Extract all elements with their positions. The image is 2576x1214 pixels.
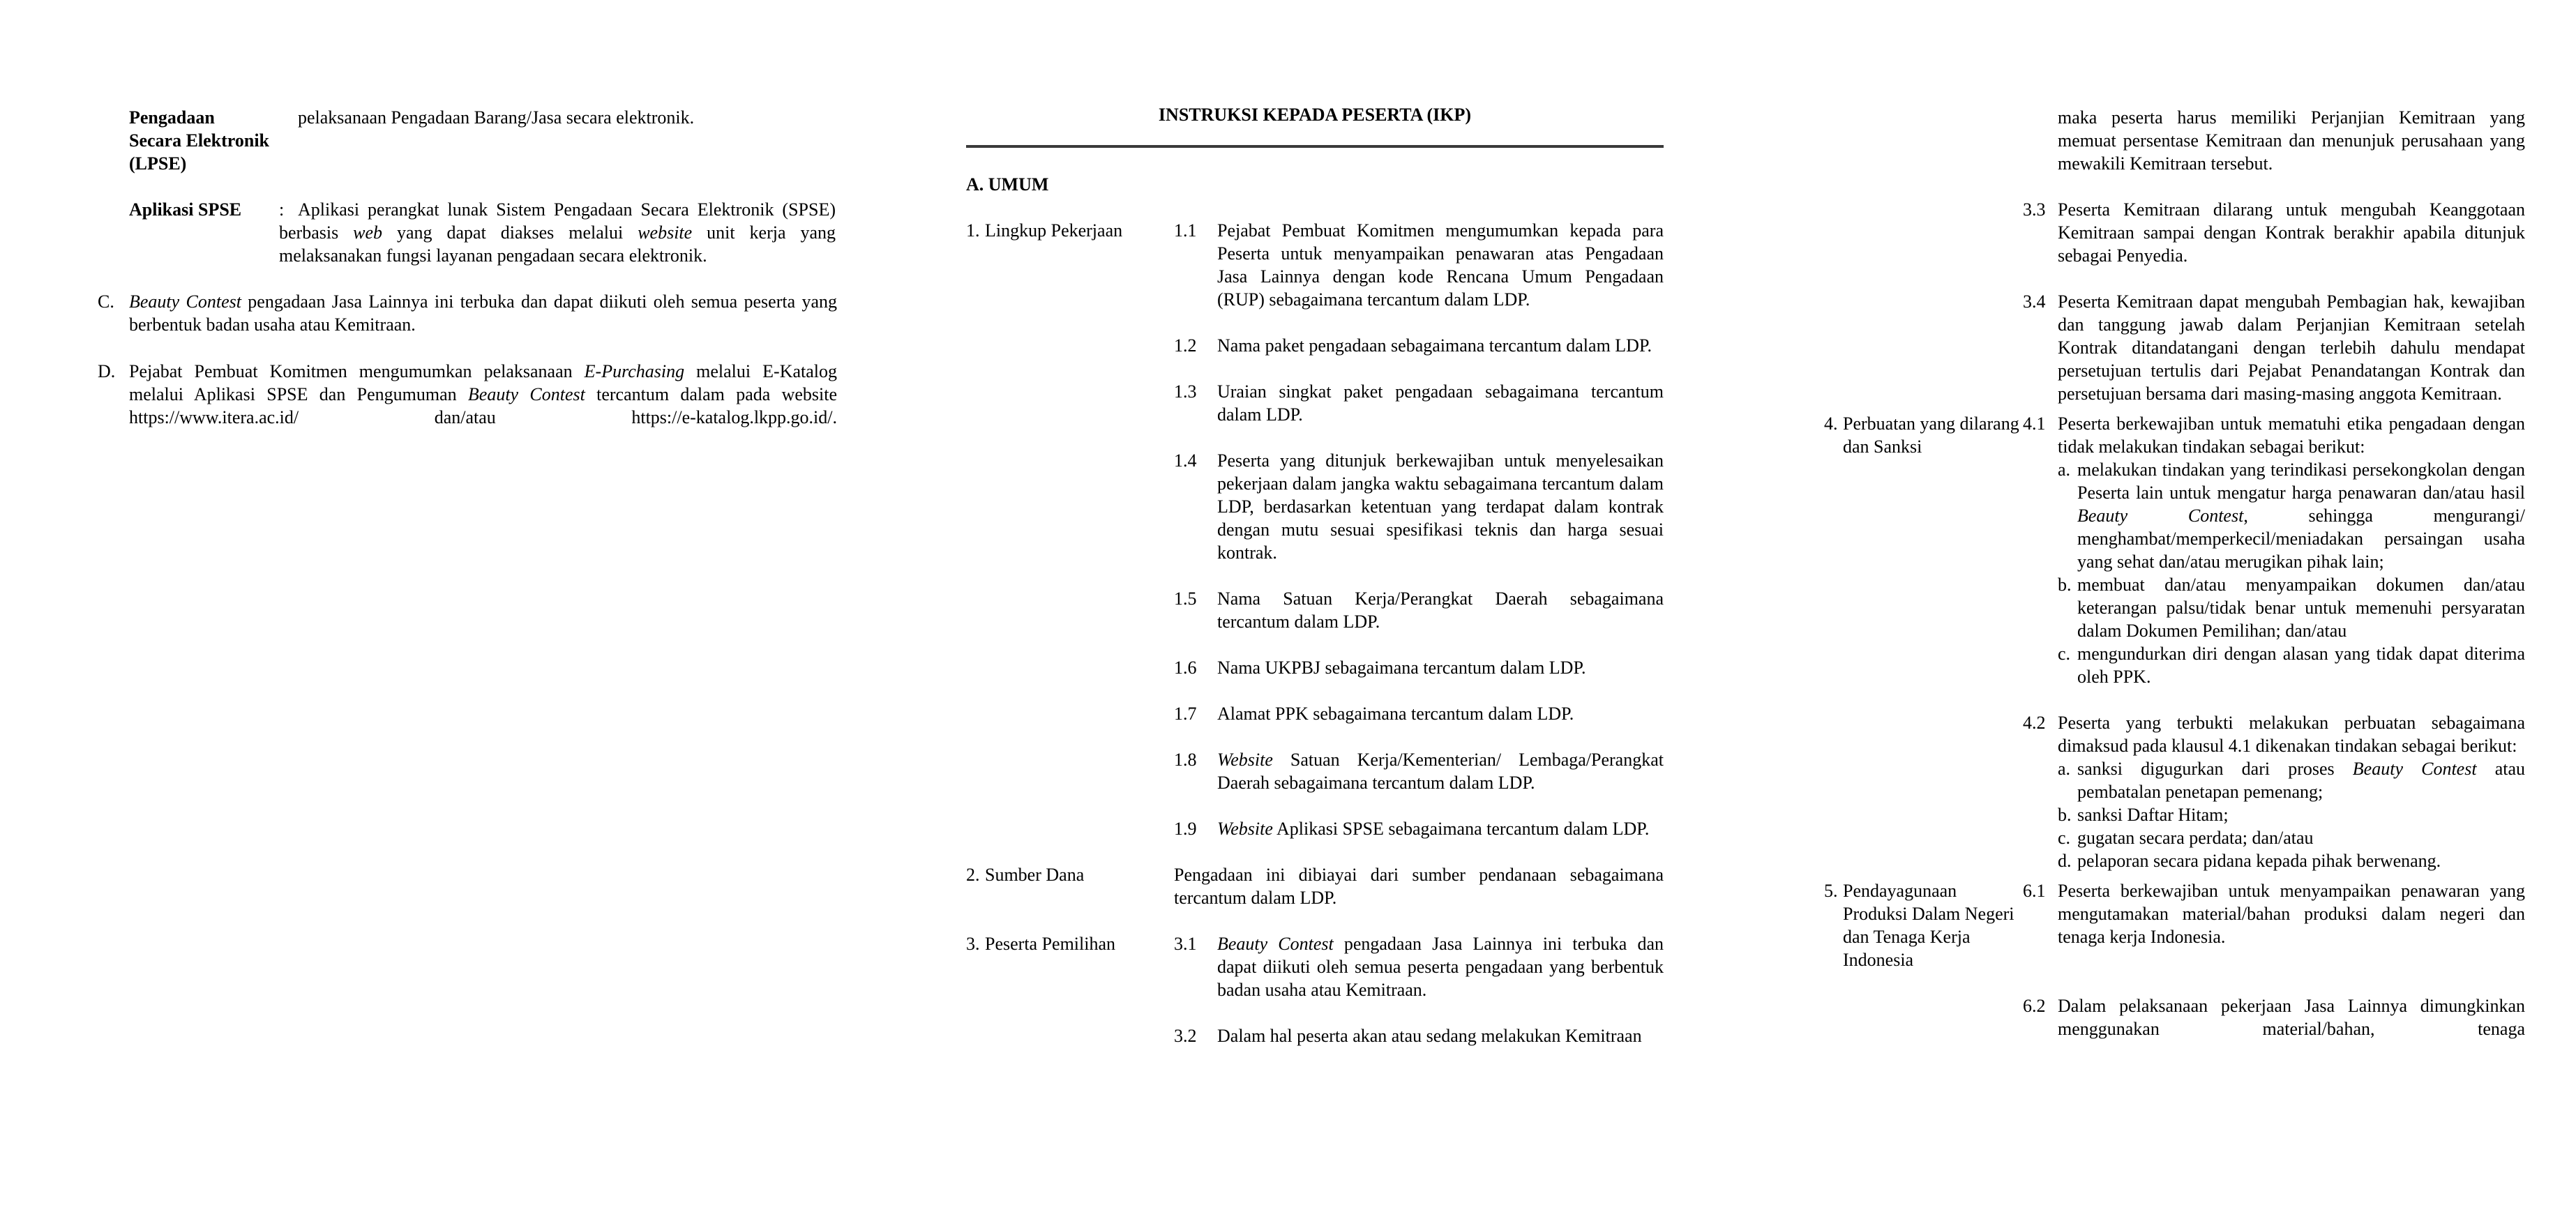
center-clause-rows [966,219,1664,1047]
row-label [966,219,1174,311]
section-heading: A. UMUM [966,174,1049,195]
clause-text [1217,219,1664,311]
text-run: Peserta berkewajiban untuk menyampaikan penawaran yang mengutamakan material/bahan produksi dalam negeri dan tenaga kerja Indonesia. [2058,881,2525,947]
definition-text [279,198,836,267]
document-title: INSTRUKSI KEPADA PESERTA (IKP) [1158,105,1472,125]
clause-row [1824,290,2543,405]
clause-paragraph [1217,656,1664,679]
definition-row [129,106,837,175]
text-run: sanksi Daftar Hitam; [2077,805,2229,825]
clause-number: 1.7 [1174,704,1197,724]
clause-row [966,449,1664,564]
clause-text [2058,198,2525,267]
definition-term-line: Aplikasi SPSE [129,199,242,220]
row-label-number: 5. [1824,881,1838,901]
row-label-text: Peserta Pemilihan [985,934,1116,954]
clause-paragraph [1217,587,1664,633]
text-run: Alamat PPK sebagaimana tercantum dalam LDP. [1217,704,1574,724]
clause-row [1824,879,2543,971]
sub-item-letter: a. [2058,460,2071,480]
text-run: yang dapat diakses melalui [382,222,638,243]
definition-row [129,198,837,267]
title-underline-rule [966,145,1664,148]
text-run: membuat dan/atau menyampaikan dokumen dan/atau keterangan palsu/tidak benar untuk memenuhi persyaratan dalam Dokumen Pemilihan; dan/atau [2077,575,2525,641]
text-run: Aplikasi SPSE sebagaimana tercantum dalam LDP. [1272,819,1650,839]
lettered-item [98,290,837,336]
sub-item [2058,573,2525,642]
sub-item [2058,458,2525,573]
text-run: melakukan tindakan yang terindikasi persekongkolan dengan Peserta lain untuk mengatur harga penawaran dan/atau hasil [2077,460,2525,503]
row-label [1824,412,2023,688]
clause-text [1217,1024,1664,1047]
clause-text [1217,334,1664,357]
clause-row [966,380,1664,426]
clause-text [2058,879,2525,971]
row-label [1824,290,2023,405]
italic-text-run: E-Purchasing [584,361,685,381]
clause-text [1217,748,1664,794]
italic-text-run: website [638,222,693,243]
clause-paragraph [1217,380,1664,426]
text-run: Nama Satuan Kerja/Perangkat Daerah sebagaimana tercantum dalam LDP. [1217,589,1664,632]
row-label [1824,106,2023,175]
clause-number: 1.5 [1174,589,1197,609]
definition-term-line: Pengadaan [129,107,215,128]
clause-paragraph [1217,932,1664,1001]
clause-row [966,863,1664,909]
clause-number: 3.4 [2023,291,2046,312]
clause-text [2058,106,2525,175]
clause-number: 1.4 [1174,450,1197,471]
clause-number: 3.3 [2023,199,2046,220]
sub-item-letter: b. [2058,805,2072,825]
clause-text [1174,863,1664,909]
clause-number: 6.2 [2023,996,2046,1016]
clause-number: 1.9 [1174,819,1197,839]
text-run: Peserta Kemitraan dapat mengubah Pembagian hak, kewajiban dan tanggung jawab dalam Perjanjian Kemitraan setelah Kontrak ditandatangani dengan terlebih dahulu mendapat persetujuan tertulis dari Pejabat Penandatangan Kontrak dan persetujuan bersama dari masing-masing anggota Kemitraan. [2058,291,2525,404]
text-run: Satuan Kerja/Kementerian/ Lembaga/Perangkat Daerah sebagaimana tercantum dalam LDP. [1217,750,1664,793]
text-run: tercantum dalam pada website https://www.itera.ac.id/ dan/atau https://e-katalog.lkpp.go.id/. [129,384,837,427]
clause-row [1824,711,2543,872]
clause-row [966,702,1664,725]
definition-term-line: Secara Elektronik [129,130,270,151]
sub-item [2058,642,2525,688]
row-label [966,863,1174,909]
text-run: Dalam hal peserta akan atau sedang melakukan Kemitraan [1217,1026,1642,1046]
clause-text [2058,412,2525,688]
definitions-table [98,106,837,267]
row-label [1824,711,2023,872]
sub-item-letter: c. [2058,644,2071,664]
clause-row [1824,994,2543,1040]
text-run: mengundurkan diri dengan alasan yang tidak dapat diterima oleh PPK. [2077,644,2525,687]
row-label-number: 1. [966,220,980,241]
row-label [1824,879,2023,971]
left-page-column [98,106,837,453]
clause-number: 4.1 [2023,413,2046,434]
text-run: maka peserta harus memiliki Perjanjian Kemitraan yang memuat persentase Kemitraan dan menunjuk perusahaan yang mewakili Kemitraan tersebut. [2058,107,2525,174]
row-label-number: 4. [1824,413,1838,434]
text-run: Pejabat Pembuat Komitmen mengumumkan kepada para Peserta untuk menyampaikan penawaran atas Pengadaan Jasa Lainnya dengan kode Rencana Umum Pengadaan (RUP) sebagaimana tercantum dalam LDP. [1217,220,1664,310]
row-label-text: Lingkup Pekerjaan [985,220,1123,241]
row-label [1824,198,2023,267]
text-run: Nama UKPBJ sebagaimana tercantum dalam LDP. [1217,658,1586,678]
text-run: pelaporan secara pidana kepada pihak berwenang. [2077,851,2441,871]
definition-term-line: (LPSE) [129,153,187,174]
clause-row [1824,106,2543,175]
clause-row [966,334,1664,357]
clause-text [1217,449,1664,564]
clause-number [2023,106,2058,175]
definition-text [279,106,836,175]
center-page-column [966,103,1664,1070]
clause-text [1217,932,1664,1001]
clause-paragraph [2058,106,2525,175]
row-label-number: 3. [966,934,980,954]
row-label-text: Perbuatan yang dilarang dan Sanksi [1843,413,2019,457]
row-label [966,1024,1174,1047]
right-clause-rows [1824,106,2543,1040]
clause-row [966,932,1664,1001]
clause-paragraph [1217,748,1664,794]
row-label [966,380,1174,426]
italic-text-run: Website [1217,819,1273,839]
clause-text [1217,702,1664,725]
definition-term [129,198,279,267]
italic-text-run: Beauty Contest [1217,934,1334,954]
clause-paragraph [2058,290,2525,405]
row-label [966,817,1174,840]
row-label-number: 2. [966,865,980,885]
clause-number: 6.1 [2023,881,2046,901]
clause-paragraph [2058,198,2525,267]
row-label [1824,994,2023,1040]
sub-item-letter: c. [2058,828,2071,848]
clause-paragraph [1217,449,1664,564]
clause-paragraph [1217,817,1664,840]
clause-row [966,656,1664,679]
clause-text [2058,290,2525,405]
row-label [966,748,1174,794]
clause-text [1217,587,1664,633]
text-run: pengadaan Jasa Lainnya ini terbuka dan dapat diikuti oleh semua peserta yang berbentuk badan usaha atau Kemitraan. [129,291,838,335]
clause-row [966,587,1664,633]
clause-number: 4.2 [2023,713,2046,733]
clause-row [966,817,1664,840]
item-letter: D. [98,361,116,381]
clause-paragraph [1217,702,1664,725]
clause-text [2058,994,2525,1040]
clause-number: 1.8 [1174,750,1197,770]
right-page-column [1824,106,2543,1063]
text-run: pelaksanaan Pengadaan Barang/Jasa secara elektronik. [298,107,695,128]
italic-text-run: Beauty Contest [129,291,241,312]
clause-text [1217,656,1664,679]
italic-text-run: Beauty Contest [2077,506,2244,526]
text-run: unit kerja yang melaksanakan fungsi layanan pengadaan secara elektronik. [279,222,836,266]
sub-item-letter: b. [2058,575,2072,595]
clause-text [1217,817,1664,840]
row-label [966,334,1174,357]
text-run: sanksi digugurkan dari proses [2077,759,2353,779]
row-label [966,587,1174,633]
text-run: gugatan secara perdata; dan/atau [2077,828,2314,848]
row-label [966,702,1174,725]
clause-paragraph [2058,994,2525,1040]
clause-number: 1.2 [1174,335,1197,356]
clause-row [966,1024,1664,1047]
sub-item-letter: a. [2058,759,2071,779]
sub-item [2058,803,2525,826]
row-label [966,656,1174,679]
row-label [966,449,1174,564]
sub-item-letter: d. [2058,851,2072,871]
italic-text-run: Website [1217,750,1273,770]
text-run: Dalam pelaksanaan pekerjaan Jasa Lainnya dimungkinkan menggunakan material/bahan, tenaga [2058,996,2525,1039]
text-run: Nama paket pengadaan sebagaimana tercantum dalam LDP. [1217,335,1652,356]
clause-text [2058,711,2525,872]
text-run: melalui E-Katalog melalui Aplikasi SPSE dan Pengumuman [129,361,837,404]
text-run: Aplikasi perangkat lunak Sistem Pengadaan Secara Elektronik (SPSE) berbasis [279,199,836,243]
text-run: Uraian singkat paket pengadaan sebagaimana tercantum dalam LDP. [1217,381,1664,425]
sub-item [2058,849,2525,872]
italic-text-run: web [353,222,383,243]
clause-paragraph [1217,1024,1664,1047]
clause-number: 1.3 [1174,381,1197,402]
row-label-text: Pendayagunaan Produksi Dalam Negeri dan Tenaga Kerja Indonesia [1843,881,2014,970]
clause-paragraph [2058,711,2525,757]
clause-number: 1.6 [1174,658,1197,678]
clause-paragraph [2058,879,2525,948]
clause-row [966,748,1664,794]
text-run: , sehingga mengurangi/ menghambat/memperkecil/meniadakan persaingan usaha yang sehat dan/atau merugikan pihak lain; [2077,506,2525,572]
clause-number: 3.2 [1174,1026,1197,1046]
italic-text-run: Beauty Contest [467,384,585,404]
sub-item [2058,757,2525,803]
text-run: Pengadaan ini dibiayai dari sumber pendanaan sebagaimana tercantum dalam LDP. [1174,865,1664,908]
clause-text [1217,380,1664,426]
text-run: pengadaan Jasa Lainnya ini terbuka dan dapat diikuti oleh semua peserta pengadaan yang berbentuk badan usaha atau Kemitraan. [1217,934,1664,1000]
clause-number: 3.1 [1174,934,1197,954]
text-run: Pejabat Pembuat Komitmen mengumumkan pelaksanaan [129,361,585,381]
definition-term [129,106,279,175]
italic-text-run: Beauty Contest [2352,759,2477,779]
text-run: Peserta yang ditunjuk berkewajiban untuk menyelesaikan pekerjaan dalam jangka waktu sebagaimana tercantum dalam LDP, berdasarkan ketentuan yang terdapat dalam kontrak dengan mutu sesuai spesifikasi teknis dan harga sesuai kontrak. [1217,450,1664,563]
text-run: atau pembatalan penetapan pemenang; [2077,759,2525,802]
row-label [966,932,1174,1001]
definition-colon: : [279,199,285,220]
text-run: Peserta Kemitraan dilarang untuk mengubah Keanggotaan Kemitraan sampai dengan Kontrak berakhir apabila ditunjuk sebagai Penyedia. [2058,199,2525,266]
item-letter: C. [98,291,114,312]
text-run: Peserta yang terbukti melakukan perbuatan sebagaimana dimaksud pada klausul 4.1 dikenakan tindakan sebagai berikut: [2058,713,2525,756]
lettered-items [98,290,837,429]
sub-item [2058,826,2525,849]
text-run: Peserta berkewajiban untuk mematuhi etika pengadaan dengan tidak melakukan tindakan sebagai berikut: [2058,413,2525,457]
clause-paragraph [1217,219,1664,311]
clause-row [966,219,1664,311]
clause-number: 1.1 [1174,220,1197,241]
clause-row [1824,198,2543,267]
clause-paragraph [2058,412,2525,458]
clause-paragraph [1174,863,1664,909]
lettered-item [98,360,837,429]
row-label-text: Sumber Dana [985,865,1085,885]
clause-paragraph [1217,334,1664,357]
clause-row [1824,412,2543,688]
